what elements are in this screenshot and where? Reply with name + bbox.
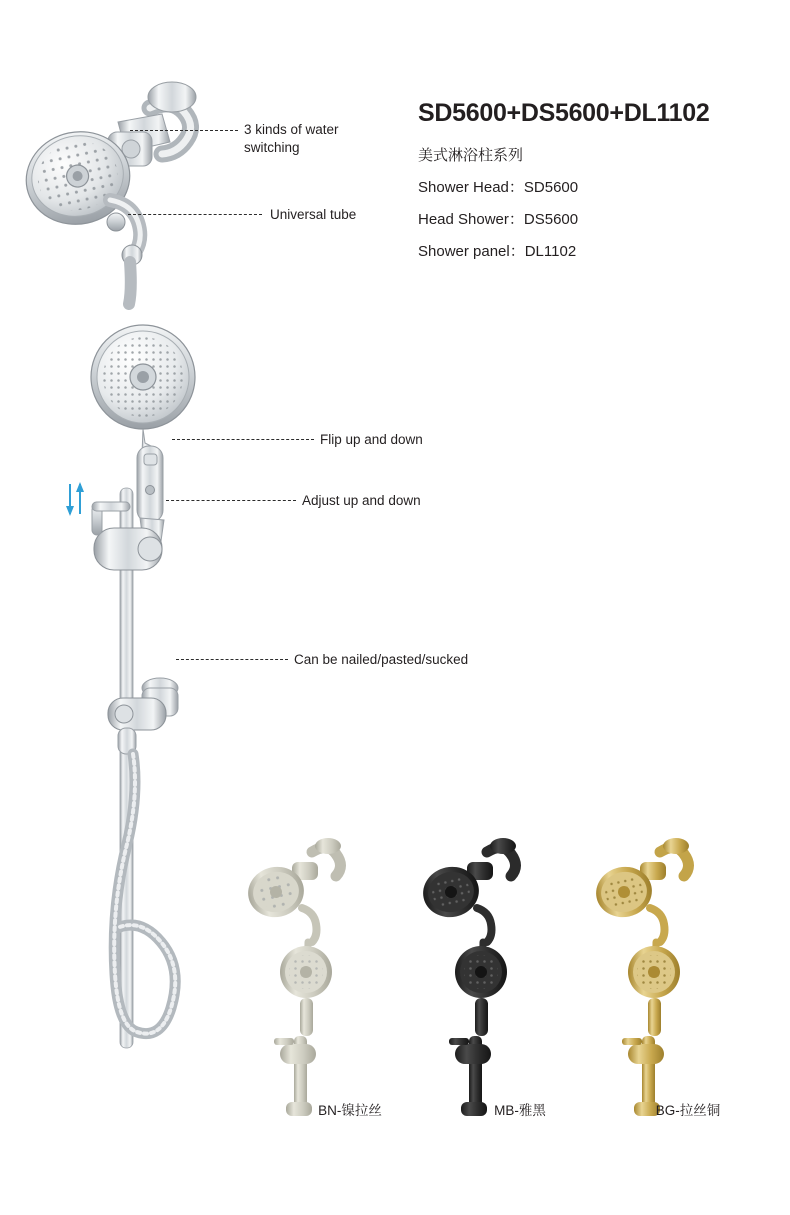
subtitle-chinese: 美式淋浴柱系列: [418, 146, 524, 164]
spec-shower-panel: Shower panel：DL1102: [418, 242, 577, 260]
spec-shower-head: Shower Head：SD5600: [418, 178, 579, 196]
lead-line-flip-up-down: [172, 439, 314, 440]
lead-line-mounting: [176, 659, 288, 660]
spec-head-shower: Head Shower：DS5600: [418, 210, 579, 228]
callout-water-switching-line2: switching: [244, 139, 300, 155]
callout-flip-up-down-line1: Flip up and down: [320, 432, 423, 447]
lead-line-water-switching: [130, 130, 238, 131]
variant-caption-bn: BN-镍拉丝: [318, 1103, 382, 1118]
page-title: SD5600+DS5600+DL1102: [418, 99, 710, 127]
callout-adjust-up-down-line1: Adjust up and down: [302, 493, 421, 508]
callout-water-switching: [244, 121, 394, 157]
variant-illustration-mb: [415, 830, 545, 1120]
lead-line-universal-tube: [128, 214, 262, 215]
callout-universal-tube: [270, 206, 356, 224]
title-block: [418, 100, 778, 261]
variant-caption-mb: MB-雅黑: [494, 1103, 546, 1118]
lead-line-adjust-up-down: [166, 500, 296, 501]
callout-water-switching-line1: 3 kinds of water: [244, 122, 339, 137]
callout-flip-up-down: [320, 431, 423, 449]
adjust-direction-arrows-icon: [62, 478, 88, 518]
callout-adjust-up-down: [302, 492, 421, 510]
variant-illustration-bn: [240, 830, 370, 1120]
variant-illustration-bg: [588, 830, 718, 1120]
callout-universal-tube-line1: Universal tube: [270, 207, 357, 222]
callout-mounting: [294, 651, 468, 669]
callout-mounting-line1: Can be nailed/pasted/sucked: [294, 652, 469, 667]
variant-caption-bg: BG-拉丝铜: [655, 1103, 721, 1118]
